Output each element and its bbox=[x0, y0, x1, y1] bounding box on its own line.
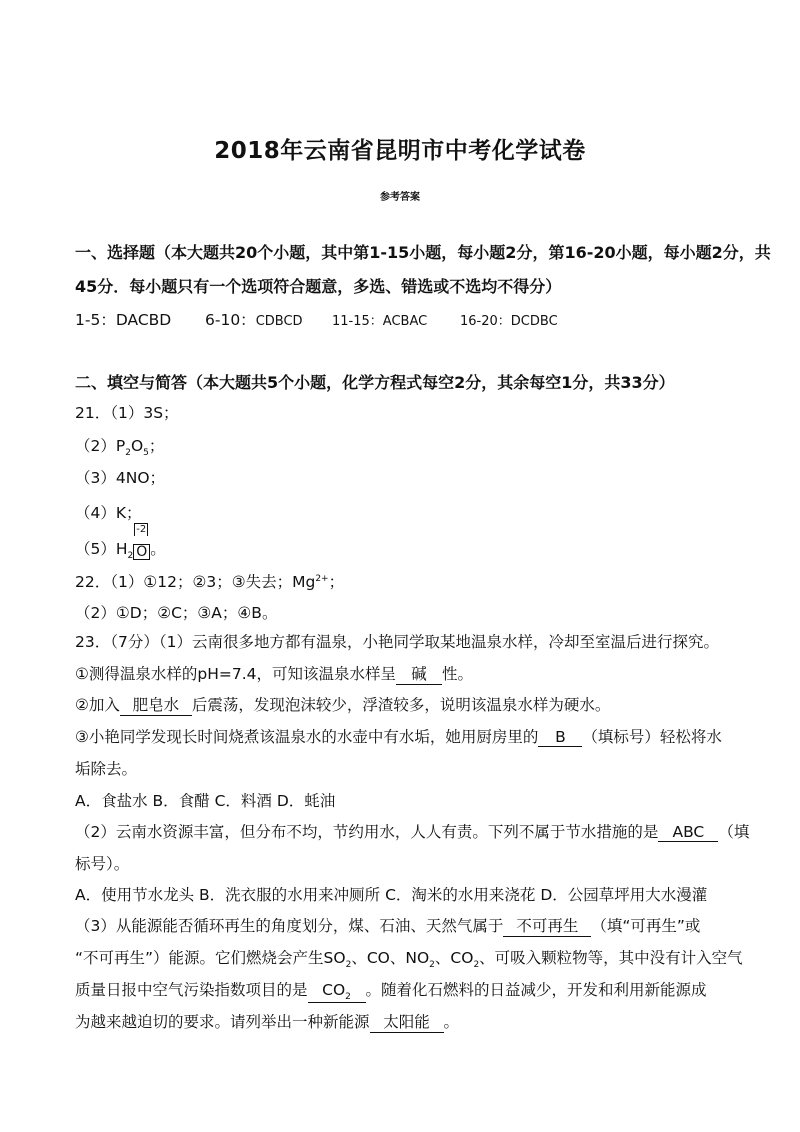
text: ③小艳同学发现长时间烧煮该温泉水的水壶中有水垢，她用厨房里的 bbox=[75, 728, 539, 746]
superscript: 2+ bbox=[315, 573, 329, 584]
q21-line5 bbox=[75, 524, 166, 562]
choice-answers-row bbox=[75, 308, 558, 330]
section1-heading-line1: 一、选择题（本大题共20个小题，其中第1-15小题，每小题2分，第16-20小题，每小题2分，共 bbox=[75, 243, 771, 262]
text: ①测得温泉水样的pH=7.4，可知该温泉水样呈 bbox=[75, 665, 397, 683]
text: （2）云南水资源丰富，但分布不均，节约用水，人人有责。下列不属于节水措施的是 bbox=[75, 823, 659, 841]
answer-blank: 不可再生 bbox=[503, 914, 591, 937]
answer-value: DACBD bbox=[115, 311, 172, 329]
q22-line2: （2）①D；②C；③A；④B。 bbox=[75, 604, 278, 622]
answer-blank: 碱 bbox=[396, 662, 442, 685]
answer-value: DCDBC bbox=[510, 314, 558, 329]
q23-line6: A．食盐水 B．食醋 C．料酒 D．蚝油 bbox=[75, 792, 336, 810]
text: 22．（1）①12；②3；③失去；Mg bbox=[75, 573, 316, 591]
text: 。随着化石燃料的日益减少，开发和利用新能源成 bbox=[365, 981, 707, 999]
text: 、CO bbox=[434, 949, 474, 967]
valence-label: -2 bbox=[136, 524, 147, 535]
answer-range: 6-10： bbox=[205, 311, 256, 329]
text: 、CO、NO bbox=[351, 949, 430, 967]
q23-line5: 垢除去。 bbox=[75, 760, 138, 778]
answer-range: 11-15： bbox=[332, 314, 383, 329]
q21-line3: （3）4NO； bbox=[75, 469, 166, 487]
text: 质量日报中空气污染指数项目的是 bbox=[75, 981, 308, 999]
text: 。 bbox=[443, 1013, 460, 1031]
subscript: 5 bbox=[143, 448, 149, 459]
text: O bbox=[130, 437, 144, 455]
text: （5）H bbox=[75, 540, 128, 558]
text: ； bbox=[148, 437, 165, 455]
q21-line4: （4）K； bbox=[75, 504, 142, 522]
subscript: 2 bbox=[345, 960, 352, 971]
text: （填 bbox=[718, 823, 750, 841]
text: 。 bbox=[150, 540, 166, 558]
q21-line1: 21．（1）3S； bbox=[75, 404, 179, 422]
answer-group bbox=[205, 308, 332, 330]
page-title: 2018年云南省昆明市中考化学试卷 bbox=[214, 138, 586, 164]
answer-value: CDBCD bbox=[255, 314, 303, 329]
answer-group bbox=[460, 310, 558, 329]
text: ②加入 bbox=[75, 696, 120, 714]
q23-line4 bbox=[75, 725, 722, 747]
answer-blank: B bbox=[538, 728, 582, 747]
text: 性。 bbox=[442, 665, 474, 683]
answer-blank: 肥皂水 bbox=[120, 693, 192, 716]
section2-heading: 二、填空与简答（本大题共5个小题，化学方程式每空2分，其余每空1分，共33分） bbox=[75, 373, 675, 392]
subscript: 2 bbox=[345, 992, 351, 1003]
text: （填标号）轻松将水 bbox=[582, 728, 722, 746]
text: （2）P bbox=[75, 437, 126, 455]
answer-blank: 太阳能 bbox=[370, 1010, 444, 1033]
subscript: 2 bbox=[473, 960, 480, 971]
q22-line1 bbox=[75, 570, 344, 592]
oxygen-symbol: O bbox=[133, 544, 150, 560]
q23-line13 bbox=[75, 1010, 459, 1033]
answer-group bbox=[332, 310, 460, 329]
q23-line11 bbox=[75, 946, 743, 970]
q23-line2 bbox=[75, 662, 473, 685]
q23-line10 bbox=[75, 914, 700, 937]
q23-line8: 标号）。 bbox=[75, 855, 130, 873]
answer-range: 16-20： bbox=[460, 314, 511, 329]
text: 为越来越迫切的要求。请列举出一种新能源 bbox=[75, 1013, 370, 1031]
answer-blank: ABC bbox=[658, 823, 718, 842]
q23-line9: A．使用节水龙头 B．洗衣服的水用来冲厕所 C．淘米的水用来浇花 D．公园草坪用大水漫灌 bbox=[75, 886, 708, 904]
subscript: 2 bbox=[125, 448, 131, 459]
q23-line1: 23．（7分）（1）云南很多地方都有温泉，小艳同学取某地温泉水样，冷却至室温后进行探究。 bbox=[75, 633, 719, 651]
text: （3）从能源能否循环再生的角度划分，煤、石油、天然气属于 bbox=[75, 917, 504, 935]
text: ； bbox=[328, 573, 345, 591]
q23-line3 bbox=[75, 693, 610, 716]
answer-range: 1-5： bbox=[75, 311, 116, 329]
page-subtitle: 参考答案 bbox=[380, 192, 420, 203]
q23-line12 bbox=[75, 978, 707, 1003]
q21-line2 bbox=[75, 434, 164, 458]
subscript: 2 bbox=[429, 960, 435, 971]
text: “不可再生”）能源。它们燃烧会产生SO bbox=[75, 949, 346, 967]
answer-blank bbox=[308, 981, 366, 1003]
answer-value: ACBAC bbox=[382, 314, 428, 329]
q23-line7 bbox=[75, 820, 749, 842]
subscript: 2 bbox=[127, 551, 134, 562]
text: 、可吸入颗粒物等，其中没有计入空气 bbox=[479, 949, 743, 967]
valence-oxygen bbox=[133, 524, 150, 560]
answer-text: CO bbox=[322, 981, 346, 999]
text: 后震荡，发现泡沫较少，浮渣较多，说明该温泉水样为硬水。 bbox=[191, 696, 611, 714]
answer-group bbox=[75, 308, 205, 330]
text: （填“可再生”或 bbox=[591, 917, 701, 935]
section1-heading-line2: 45分．每小题只有一个选项符合题意，多选、错选或不选均不得分） bbox=[75, 277, 562, 296]
